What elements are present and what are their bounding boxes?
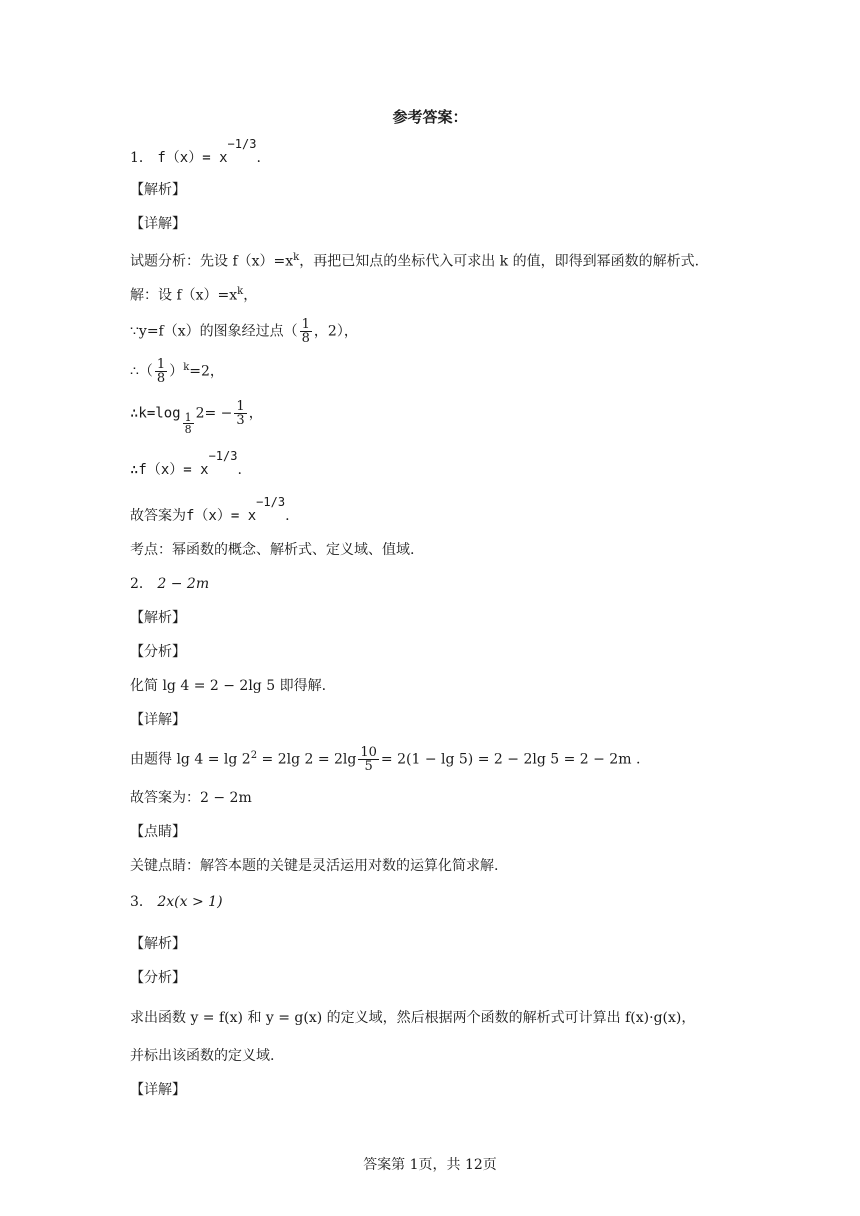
q1-analysis-k: k bbox=[293, 252, 300, 263]
frac-den: 3 bbox=[236, 413, 245, 428]
frac-den: 8 bbox=[301, 331, 310, 346]
q1-solve2-fraction bbox=[300, 318, 312, 345]
q1-solve4-end: ， bbox=[248, 405, 263, 422]
q2-derive-sq: 2 bbox=[250, 750, 258, 761]
q2-derive-post: = 2(1 − lg 5) = 2 − 2lg 5 = 2 − 2m . bbox=[380, 751, 641, 768]
q1-final-exp: −1/3 bbox=[256, 495, 286, 509]
q1-analysis bbox=[130, 248, 699, 272]
q1-solve2 bbox=[130, 318, 358, 345]
q1-solve5 bbox=[130, 449, 242, 480]
q1-solve4-base bbox=[183, 412, 194, 435]
q2-final: 故答案为：2 − 2m bbox=[130, 790, 252, 806]
q1-solve1 bbox=[130, 282, 257, 306]
q1-solve5-end: . bbox=[237, 462, 242, 478]
frac-num: 1 bbox=[301, 317, 310, 332]
q1-final bbox=[130, 495, 290, 526]
q2-simplify: 化简 lg 4 = 2 − 2lg 5 即得解. bbox=[130, 678, 327, 694]
q2-derive-pre: 由题得 lg 4 = lg 2 bbox=[130, 751, 251, 768]
q1-solve2-pre: ∵y=f（x）的图象经过点（ bbox=[130, 323, 298, 340]
q1-answer: f（x）= x bbox=[157, 150, 228, 166]
q2-answer-line bbox=[130, 574, 209, 594]
q2-number: 2． bbox=[130, 576, 153, 592]
q1-solve4-fraction bbox=[234, 400, 246, 427]
q1-solve3-eq: =2， bbox=[189, 363, 224, 380]
frac-num: 1 bbox=[156, 357, 166, 373]
q1-solve3-post: ） bbox=[169, 363, 184, 380]
page-footer: 答案第 1页，共 12页 bbox=[363, 1157, 497, 1173]
q2-key: 关键点睛：解答本题的关键是灵活运用对数的运算化简求解. bbox=[130, 858, 499, 874]
q1-number: 1． bbox=[130, 150, 153, 166]
q1-answer-exponent: −1/3 bbox=[227, 137, 257, 151]
q3-answer: 2x(x > 1) bbox=[157, 894, 223, 910]
q1-solve3-pre: ∴（ bbox=[130, 363, 153, 380]
q2-fenxi: 【分析】 bbox=[130, 644, 186, 660]
q1-solve4-arg: 2 bbox=[195, 405, 205, 422]
q1-jiexi: 【解析】 bbox=[130, 182, 186, 198]
q1-solve4-eq: = − bbox=[204, 405, 233, 422]
frac-num: 1 bbox=[184, 411, 192, 424]
q1-final-ans: f（x）= x bbox=[186, 508, 257, 524]
q3-text2: 并标出该函数的定义域. bbox=[130, 1048, 275, 1064]
q2-derive-mid: = 2lg 2 = 2lg bbox=[257, 751, 357, 768]
frac-num: 10 bbox=[360, 745, 377, 761]
q1-solve3-k: k bbox=[183, 362, 190, 373]
frac-den: 8 bbox=[184, 423, 192, 436]
q1-analysis-text: 试题分析：先设 f（x）=x bbox=[130, 253, 294, 270]
q1-solve5-exp: −1/3 bbox=[208, 449, 238, 463]
q2-dianjing: 【点睛】 bbox=[130, 824, 186, 840]
q1-final-end: . bbox=[285, 508, 290, 524]
q2-answer: 2 − 2m bbox=[157, 576, 210, 592]
frac-num: 1 bbox=[236, 399, 245, 414]
q3-answer-line bbox=[130, 892, 223, 912]
q1-answer-line: 1． f（x）= x−1/3. bbox=[130, 148, 261, 168]
q1-solve2-post: ，2）， bbox=[313, 323, 358, 340]
page-title: 参考答案： bbox=[392, 108, 468, 126]
q3-xiangjie: 【详解】 bbox=[130, 1082, 186, 1098]
q1-kaodian: 考点：幂函数的概念、解析式、定义域、值域. bbox=[130, 542, 415, 558]
q2-jiexi: 【解析】 bbox=[130, 610, 186, 626]
q3-number: 3． bbox=[130, 894, 153, 910]
q2-xiangjie: 【详解】 bbox=[130, 712, 186, 728]
q1-solve3-fraction bbox=[155, 358, 167, 385]
q1-solve4 bbox=[130, 399, 263, 436]
q1-xiangjie: 【详解】 bbox=[130, 216, 186, 232]
q1-solve5-pre: ∴f（x）= x bbox=[130, 462, 209, 478]
q2-derive bbox=[130, 746, 640, 773]
q1-final-pre: 故答案为 bbox=[130, 508, 186, 524]
q3-fenxi: 【分析】 bbox=[130, 970, 186, 986]
q3-jiexi: 【解析】 bbox=[130, 936, 186, 952]
q1-solve1-text: 解：设 f（x）=x bbox=[130, 287, 238, 304]
frac-den: 8 bbox=[156, 371, 166, 387]
frac-den: 5 bbox=[364, 759, 373, 775]
q1-solve1-end: ， bbox=[243, 287, 258, 304]
q2-derive-fraction bbox=[358, 746, 379, 773]
q1-analysis-rest: ，再把已知点的坐标代入可求出 k 的值，即得到幂函数的解析式. bbox=[299, 253, 700, 270]
q1-solve3 bbox=[130, 358, 224, 385]
q1-solve4-pre: ∴k=log bbox=[130, 405, 181, 422]
q1-solve1-k: k bbox=[237, 286, 244, 297]
q3-text1: 求出函数 y = f(x) 和 y = g(x) 的定义域，然后根据两个函数的解析式可计算出 f(x)·g(x)， bbox=[130, 1010, 696, 1026]
